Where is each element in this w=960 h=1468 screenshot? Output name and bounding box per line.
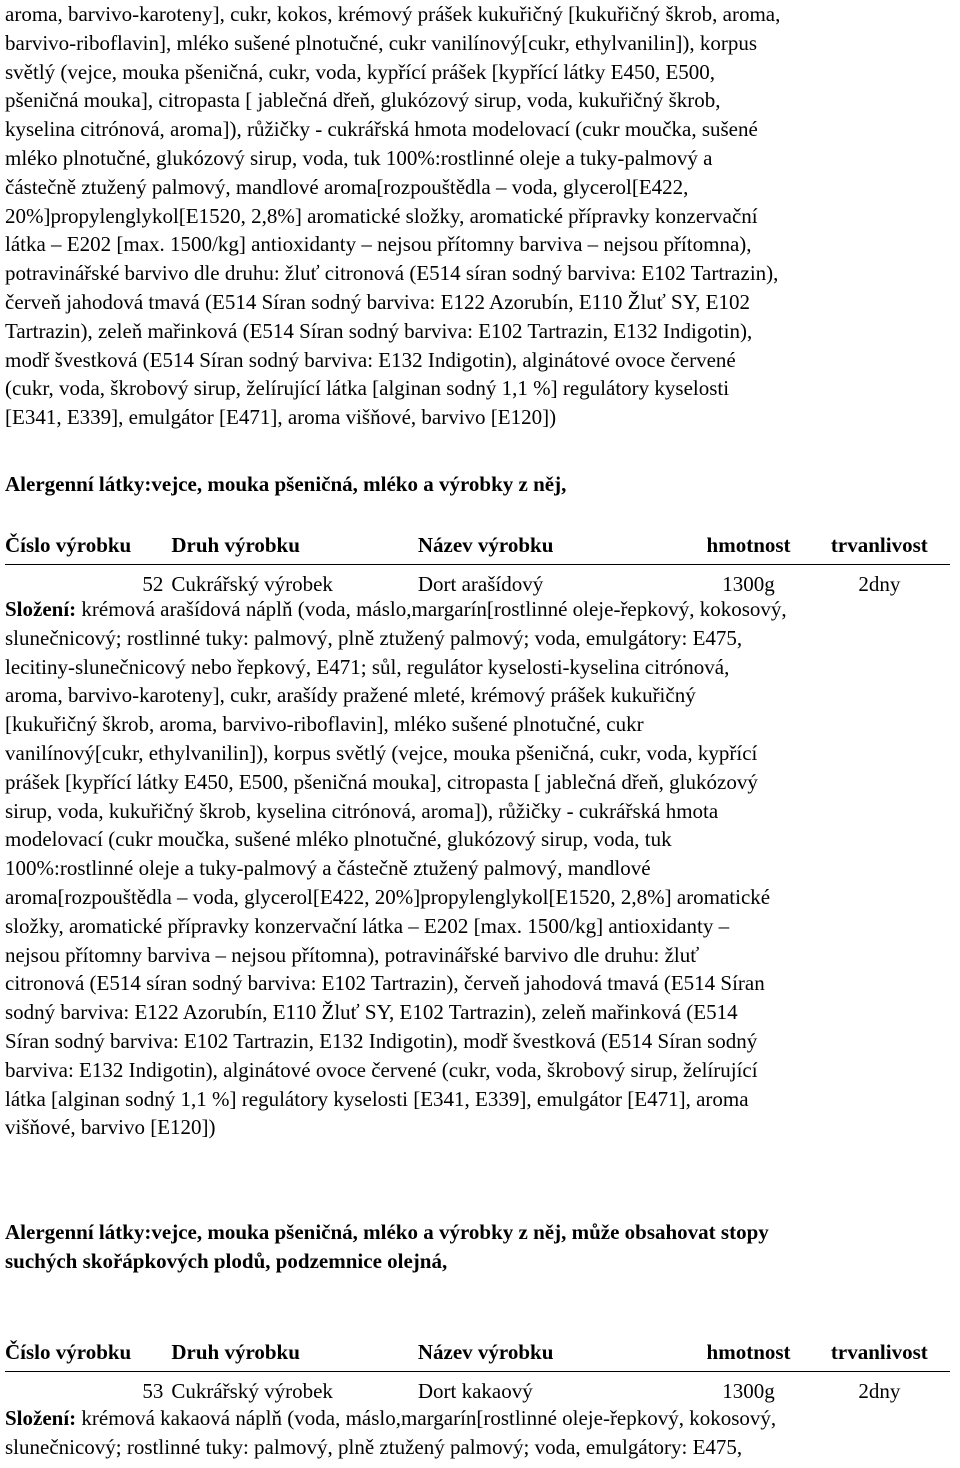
text-line: aroma, barvivo-karoteny], cukr, arašídy pražené mleté, krémový prášek kukuřičný <box>5 683 696 708</box>
composition-paragraph <box>5 595 787 1142</box>
text-line: [E341, E339], emulgátor [E471], aroma višňové, barvivo [E120]) <box>5 405 557 430</box>
product-number: 52 <box>142 571 164 596</box>
header-product-type: Druh výrobku <box>171 1333 418 1372</box>
ingredients-continuation <box>5 0 780 432</box>
header-weight: hmotnost <box>688 526 808 565</box>
header-shelf-life: trvanlivost <box>809 526 950 565</box>
text-line: aroma, barvivo-karoteny], cukr, kokos, krémový prášek kukuřičný [kukuřičný škrob, aroma, <box>5 2 781 26</box>
header-shelf-life: trvanlivost <box>809 1333 950 1372</box>
text-line: prášek [kypřící látky E450, E500, pšeničná mouka], citropasta [ jablečná dřeň, glukózový <box>5 769 758 794</box>
text-line: 20%]propylenglykol[E1520, 2,8%] aromatické složky, aromatické přípravky konzervační <box>5 203 758 228</box>
product-shelf-life: 2dny <box>858 1378 901 1403</box>
product-shelf-life: 2dny <box>858 571 901 596</box>
product-type: Cukrářský výrobek <box>171 571 333 596</box>
text-line: Tartrazin), zeleň mařinková (E514 Síran sodný barviva: E102 Tartrazin, E132 Indigotin), <box>5 318 753 343</box>
text-line: lecitiny-slunečnicový nebo řepkový, E471; sůl, regulátor kyselosti-kyselina citrónová, <box>5 654 730 679</box>
product-name: Dort arašídový <box>417 571 544 596</box>
allergen-text: suchých skořápkových plodů, podzemnice olejná, <box>5 1248 448 1273</box>
product-number: 53 <box>142 1378 164 1403</box>
text-line: červeň jahodová tmavá (E514 Síran sodný barviva: E122 Azorubín, E110 Žluť SY, E102 <box>5 289 750 314</box>
product-weight: 1300g <box>722 1378 775 1403</box>
allergen-notice <box>5 1218 769 1276</box>
text-line: složky, aromatické přípravky konzervační látka – E202 [max. 1500/kg] antioxidanty – <box>5 913 730 938</box>
product-table <box>5 1333 950 1410</box>
product-type: Cukrářský výrobek <box>171 1378 333 1403</box>
composition-label: Složení: <box>5 597 77 621</box>
text-line: mléko plnotučné, glukózový sirup, voda, tuk 100%:rostlinné oleje a tuky-palmový a <box>5 145 713 170</box>
text-line: sirup, voda, kukuřičný škrob, kyselina citrónová, aroma]), růžičky - cukrářská hmota <box>5 798 719 823</box>
composition-paragraph <box>5 1404 776 1462</box>
text-line: 100%:rostlinné oleje a tuky-palmový a částečně ztužený palmový, mandlové <box>5 856 651 881</box>
product-name: Dort kakaový <box>417 1378 533 1403</box>
text-line: světlý (vejce, mouka pšeničná, cukr, voda, kypřící prášek [kypřící látky E450, E500, <box>5 59 716 84</box>
text-line: aroma[rozpouštědla – voda, glycerol[E422, 20%]propylenglykol[E1520, 2,8%] aromatické <box>5 884 771 909</box>
header-product-number: Číslo výrobku <box>5 1333 171 1372</box>
text-line: barviva: E132 Indigotin), alginátové ovoce červené (cukr, voda, škrobový sirup, želírující <box>5 1057 758 1082</box>
text-line: potravinářské barvivo dle druhu: žluť citronová (E514 síran sodný barviva: E102 Tartrazin), <box>5 261 779 286</box>
product-table <box>5 526 950 603</box>
table-header-row <box>5 1333 950 1372</box>
text-line: slunečnicový; rostlinné tuky: palmový, plně ztužený palmový; voda, emulgátory: E475, <box>5 625 743 650</box>
text-line: modelovací (cukr moučka, sušené mléko plnotučné, glukózový sirup, voda, tuk <box>5 827 672 852</box>
header-product-number: Číslo výrobku <box>5 526 171 565</box>
text-line: barvivo-riboflavin], mléko sušené plnotučné, cukr vanilínový[cukr, ethylvanilin]), korpus <box>5 30 758 55</box>
text-line: nejsou přítomny barviva – nejsou přítomna), potravinářské barvivo dle druhu: žluť <box>5 942 700 967</box>
text-line: látka [alginan sodný 1,1 %] regulátory kyselosti [E341, E339], emulgátor [E471], aroma <box>5 1086 749 1111</box>
text-line: modř švestková (E514 Síran sodný barviva: E132 Indigotin), alginátové ovoce červené <box>5 347 736 372</box>
text-line: kyselina citrónová, aroma]), růžičky - cukrářská hmota modelovací (cukr moučka, sušené <box>5 117 758 142</box>
text-line: slunečnicový; rostlinné tuky: palmový, plně ztužený palmový; voda, emulgátory: E475, <box>5 1434 743 1459</box>
composition-label: Složení: <box>5 1406 77 1430</box>
product-weight: 1300g <box>722 571 775 596</box>
header-product-name: Název výrobku <box>418 1333 689 1372</box>
text-line: Síran sodný barviva: E102 Tartrazin, E132 Indigotin), modř švestková (E514 Síran sodný <box>5 1028 758 1053</box>
text-segment: krémová arašídová náplň (voda, máslo,margarín[rostlinné oleje-řepkový, kokosový, <box>76 597 787 621</box>
header-product-type: Druh výrobku <box>171 526 418 565</box>
text-line: [kukuřičný škrob, aroma, barvivo-riboflavin], mléko sušené plnotučné, cukr <box>5 712 644 737</box>
text-line: citronová (E514 síran sodný barviva: E102 Tartrazin), červeň jahodová tmavá (E514 Síran <box>5 971 765 996</box>
text-line: (cukr, voda, škrobový sirup, želírující látka [alginan sodný 1,1 %] regulátory kyselosti <box>5 376 730 401</box>
allergen-text: Alergenní látky:vejce, mouka pšeničná, mléko a výrobky z něj, může obsahovat stopy <box>5 1220 769 1244</box>
allergen-notice <box>5 470 566 499</box>
text-segment: krémová kakaová náplň (voda, máslo,margarín[rostlinné oleje-řepkový, kokosový, <box>76 1406 777 1430</box>
header-weight: hmotnost <box>688 1333 808 1372</box>
table-header-row <box>5 526 950 565</box>
text-line <box>5 595 787 624</box>
allergen-text: Alergenní látky:vejce, mouka pšeničná, mléko a výrobky z něj, <box>5 472 567 496</box>
text-line: sodný barviva: E122 Azorubín, E110 Žluť SY, E102 Tartrazin), zeleň mařinková (E514 <box>5 1000 738 1025</box>
header-product-name: Název výrobku <box>418 526 689 565</box>
text-line: částečně ztužený palmový, mandlové aroma[rozpouštědla – voda, glycerol[E422, <box>5 174 689 199</box>
text-line: pšeničná mouka], citropasta [ jablečná dřeň, glukózový sirup, voda, kukuřičný škrob, <box>5 88 721 113</box>
text-line: višňové, barvivo [E120]) <box>5 1115 216 1140</box>
text-line: látka – E202 [max. 1500/kg] antioxidanty – nejsou přítomny barviva – nejsou přítomna), <box>5 232 752 257</box>
text-line: vanilínový[cukr, ethylvanilin]), korpus světlý (vejce, mouka pšeničná, cukr, voda, kypřící <box>5 740 758 765</box>
text-line <box>5 1404 776 1433</box>
